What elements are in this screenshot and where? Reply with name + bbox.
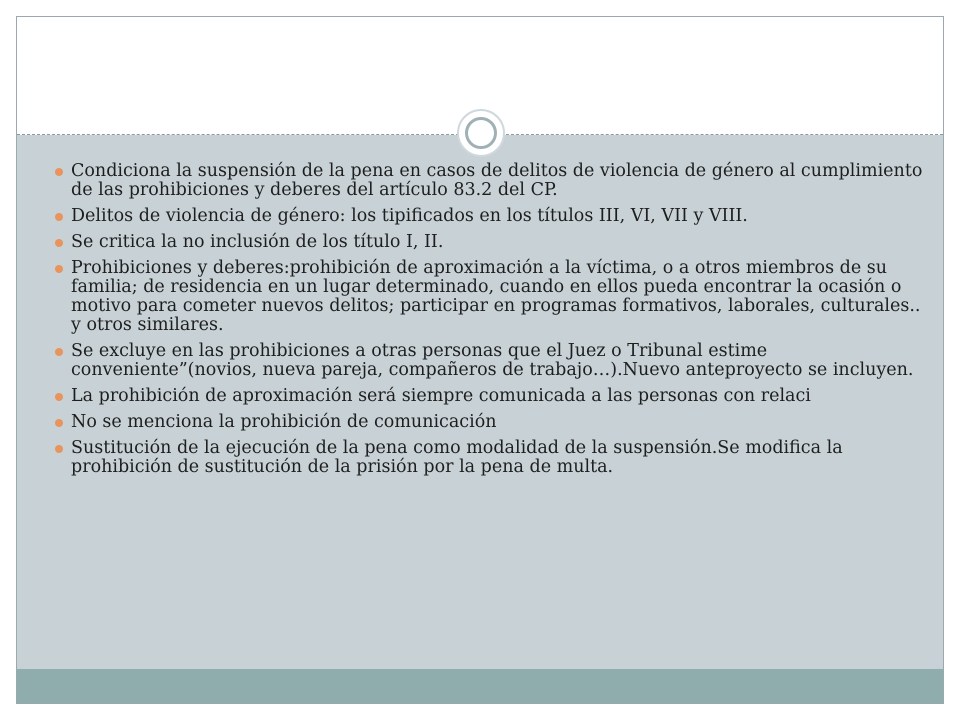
bullet-dot-icon: [55, 393, 63, 401]
bullet-item: [55, 439, 923, 477]
bullet-dot-icon: [55, 419, 63, 427]
bullet-dot-icon: [55, 239, 63, 247]
bullet-item: [55, 259, 923, 335]
slide: [16, 16, 944, 704]
bullet-dot-icon: [55, 445, 63, 453]
bullet-item: [55, 342, 923, 380]
bullet-text: No se menciona la prohibición de comunicación: [71, 412, 497, 432]
footer-band: [17, 669, 943, 703]
bullet-item: [55, 387, 923, 406]
bullet-text: Delitos de violencia de género: los tipificados en los títulos III, VI, VII y VIII.: [71, 206, 748, 226]
circle-ornament-icon: [457, 109, 505, 157]
bullet-dot-icon: [55, 168, 63, 176]
bullet-list: [55, 162, 923, 484]
bullet-text: Se excluye en las prohibiciones a otras personas que el Juez o Tribunal estime conveniente”(novios, nueva pareja, compañeros de trabajo…).Nuevo anteproyecto se incluyen.: [71, 341, 914, 380]
bullet-dot-icon: [55, 213, 63, 221]
bullet-item: [55, 207, 923, 226]
bullet-text: Prohibiciones y deberes:prohibición de aproximación a la víctima, o a otros miembros de su familia; de residencia en un lugar determinado, cuando en ellos pueda encontrar la ocasión o motivo para cometer nuevos delitos; participar en programas formativos, laborales, culturales.. y otros similares.: [71, 258, 921, 335]
bullet-item: [55, 162, 923, 200]
bullet-text: La prohibición de aproximación será siempre comunicada a las personas con relaci: [71, 386, 811, 406]
bullet-dot-icon: [55, 265, 63, 273]
bullet-item: [55, 233, 923, 252]
bullet-text: Sustitución de la ejecución de la pena como modalidad de la suspensión.Se modifica la prohibición de sustitución de la prisión por la pena de multa.: [71, 438, 843, 477]
bullet-text: Se critica la no inclusión de los título I, II.: [71, 232, 444, 252]
bullet-text: Condiciona la suspensión de la pena en casos de delitos de violencia de género al cumplimiento de las prohibiciones y deberes del artículo 83.2 del CP.: [71, 161, 923, 200]
bullet-dot-icon: [55, 348, 63, 356]
bullet-item: [55, 413, 923, 432]
